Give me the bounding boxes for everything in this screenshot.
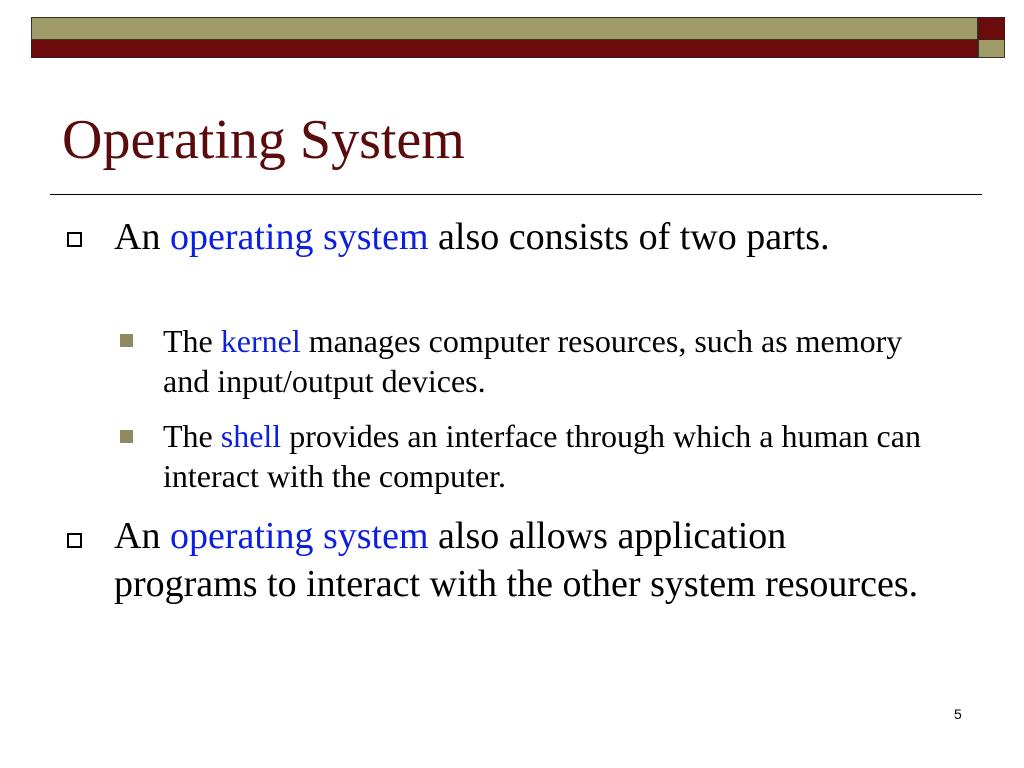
sub-bullet-text-before: The: [163, 418, 221, 454]
bullet-text-before: An: [114, 515, 170, 557]
sub-bullet-text-after: provides an interface through which a human can interact with the computer.: [163, 418, 921, 494]
sub-bullet-highlight-term: kernel: [220, 323, 301, 359]
bullet-highlight-term: operating system: [169, 515, 429, 557]
bullet-highlight-term: operating system: [169, 216, 429, 258]
sub-bullet-text-after: manages computer resources, such as memory and input/output devices.: [163, 323, 903, 399]
sub-bullet-item-2: [163, 416, 953, 496]
bullet-text-after: also consists of two parts.: [428, 216, 830, 258]
bullet-marker-hollow-square-icon: [67, 533, 82, 548]
sub-bullet-text-before: The: [163, 323, 221, 359]
page-number: 5: [954, 706, 962, 722]
sub-bullet-item-1: [163, 321, 953, 401]
bullet-text-after: also allows application programs to interact with the other system resources.: [114, 515, 919, 605]
bullet-text-before: An: [114, 216, 170, 258]
bullet-marker-hollow-square-icon: [67, 232, 82, 247]
sub-bullet-highlight-term: shell: [220, 418, 282, 454]
bullet-marker-filled-square-icon: [120, 430, 133, 443]
bullet-item-2: [114, 512, 934, 608]
bullet-item-1: [114, 213, 934, 261]
bullet-marker-filled-square-icon: [120, 334, 133, 347]
slide-title: Operating System: [62, 109, 465, 171]
